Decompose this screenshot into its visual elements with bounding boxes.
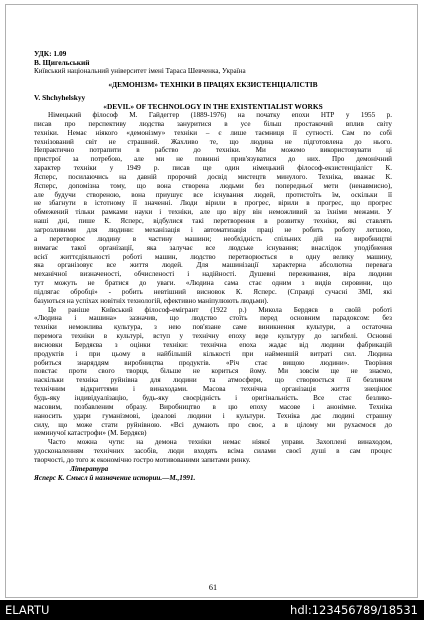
text-line: Ясперс, допомізна тому, що вона створена людьми без попередньої мети (ненавмисно), — [34, 181, 392, 190]
text-line: підлягає обробці» - робить невтішний висновок К. Ясперс. (Справді сучасні ЗМІ, які — [34, 287, 392, 296]
text-line: тут можуть не братися до уваги. «Людина сама стає одним з видів сировини, що — [34, 279, 392, 288]
text-line: загрозливими для людини: механізація і автоматизація праці не робить роботу легшою, — [34, 225, 392, 234]
footer-repository: ELARTU — [5, 603, 50, 617]
title-ua: «ДЕМОНІЗМ» ТЕХНІКИ В ПРАЦЯХ ЕКЗИСТЕНЦІАЛІСТІВ — [108, 80, 318, 89]
text-line: висновки Бердяєва з оцінки техніки: технічна епоха жадає від людини фабрикацій — [34, 340, 392, 349]
text-line: удосконаленням технічних засобів, люди входять всіма силами своєї душі в сам процес — [34, 447, 392, 456]
text-line: «Людина і машина» зазначив, що людство стоїть перед основним парадоксом: без — [34, 314, 392, 323]
text-line: вимагає такої організації, яка залучає все людське існування; внаслідок уподібнення — [34, 243, 392, 252]
text-line: механічної визначеності, обчисленості і надійності. Душевні переживання, віра людини — [34, 270, 392, 279]
page-number: 61 — [208, 583, 218, 592]
paragraph-2 — [34, 306, 392, 439]
text-line: перемога техніки в культурі, вступ у технічну епоху веде культуру до загибелі. Основні — [34, 332, 392, 341]
udk-code: УДК: 1.09 — [34, 49, 67, 58]
text-line: пристрої за потребою, але ми не повинні прив'язуватися до них. Про демонічний — [34, 155, 392, 164]
text-line: техніки неможлива культура, з нею пов'язане саме виникнення культури, а остаточна — [34, 323, 392, 332]
text-line: Ясперс, посилаючись на давній пророчий досвід мистецтв минулого. Техніка, вважає К. — [34, 172, 392, 181]
text-line: Німецький філософ М. Гайдеггер (1889-1976) на початку епохи НТР у 1955 р. — [48, 111, 392, 119]
text-line: писав про перспективу людства зануритися в усе більш простакочий вплив світу — [34, 119, 392, 128]
author-en: V. Shchyhelskyy — [34, 93, 86, 102]
document-page — [5, 4, 418, 598]
text-line: повстає проти свого творця, більше не кориться йому. Ми зовсім ще не знаємо, — [34, 367, 392, 376]
paragraph-1 — [34, 111, 392, 306]
text-line: наскільки техніка руйнівна для людини та атмосфери, що створюється її безликим — [34, 376, 392, 385]
text-line: базуються на успіхах новітніх технологій, ефективно маніпулюють людьми). — [34, 296, 269, 305]
text-line: силу, що може стати руйнівною. «Всі думають про своє, а в цілому ми рухаємося до — [34, 420, 392, 429]
text-line: характер техніки у 1949 р. писав ще один німецький філософ-екзистенціаліст К. — [34, 164, 392, 173]
text-line: наші дні, пише К. Ясперс, відбулися такі перетворення в розвитку техніки, які ставлять — [34, 217, 392, 226]
text-line: Це раніше Київський філософ-емігрант (1922 р.) Микола Бердяєв в своїй роботі — [48, 305, 392, 314]
title-en: «DEVIL» OF TECHNOLOGY IN THE EXISTENTIALIST WORKS — [103, 102, 323, 111]
text-line: масовим, позбавленим образу. Виробництво в цю епоху масове і анонімне. Техніка — [34, 402, 392, 411]
footer-handle: hdl:123456789/18531 — [290, 603, 418, 617]
text-line: не збагнути в істотному її значенні. Люди вірили в прогрес, вірили в прогрес, що прогрес — [34, 199, 392, 208]
text-line: робиться знаряддям виробництва продуктів. «Річ стає вищою людини». Творіння — [34, 358, 392, 367]
text-line: будь-яку індивідуалізацію, будь-яку своєрідність і оригінальність. Все стає безлико- — [34, 394, 392, 402]
text-line: яка організовує все життя людей. Для машинізації характерна абсолютна перевага — [34, 261, 392, 270]
text-line: технічним відкриттями і винаходами. Масова технічна організація життя знецінює — [34, 385, 392, 394]
text-line: неминучої катастрофи» (М. Бердяєв) — [34, 429, 147, 438]
text-line: Часто можна чути: на демона техніки немає ніякої управи. Захоплені винаходом, — [48, 438, 392, 447]
text-line: продуктів і при цьому в найбільшій кількості при найменшій витраті сил. Людина — [34, 349, 392, 358]
literature-item: Ясперс К. Смысл й назначение истории.—М.,1991. — [34, 473, 196, 482]
text-line: обмежений тільки рамками науки і техніки, але цю віру він неможливий за їхніми межами. У — [34, 208, 392, 217]
text-line: технізований світ не страшний. Жахливо те, що людина не підготовлена до нього. — [34, 137, 392, 146]
text-line: техніки. Немає ніякого «демонізму» техніки – є лише таємниця її сутності. Сам по собі — [34, 128, 392, 137]
text-line: творчості, до того ж економічно гостро мотивованими запитами ринку. — [34, 455, 251, 464]
text-line: Непрактично потрапити в рабство до техніки. Ми можемо використовувати ці — [34, 146, 392, 155]
text-line: але будучи створеною, вона приушує все існування людей, протистоїть їм, оскільки її — [34, 190, 392, 199]
footer-bar — [0, 600, 424, 620]
text-line: а перетворює людину в частину машини; необхідність спільних дій на виробництві — [34, 234, 392, 243]
affiliation: Київський національний університет імені Тараса Шевченка, Україна — [34, 67, 246, 75]
literature-heading: Література — [70, 464, 109, 473]
article-body — [34, 49, 392, 592]
paragraph-3 — [34, 438, 392, 465]
author-ua: В. Щигельський — [34, 58, 90, 67]
text-line: наносить удари гуманізмові, ідеалові людини і культури. Техніка дає людині страшну — [34, 411, 392, 420]
text-line: всієї життєдіяльності роботі машин, людство перетворюється в одну велику машину, — [34, 252, 392, 261]
